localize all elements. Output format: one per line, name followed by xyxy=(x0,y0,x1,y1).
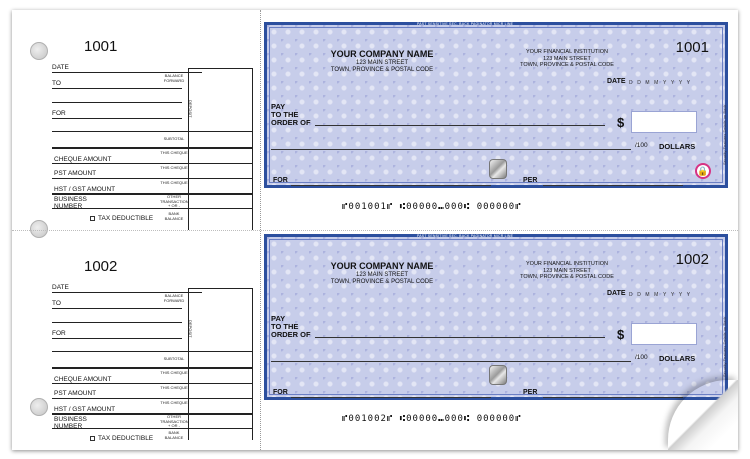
fi-street: 123 MAIN STREET xyxy=(543,55,591,62)
business-number-label: BUSINESS NUMBER xyxy=(54,416,87,430)
micr-line: ⑈001001⑈ ⑆00000⑉000⑆ 000000⑈ xyxy=(342,202,522,212)
hundred-label: /100 xyxy=(635,354,648,361)
stub-for-label: FOR xyxy=(52,110,66,117)
date-field[interactable]: DDMMYYYY xyxy=(629,292,695,298)
company-city: TOWN, PROVINCE & POSTAL CODE xyxy=(330,279,434,285)
hst-amount-label: HST / GST AMOUNT xyxy=(54,406,116,413)
stub-number: 1002 xyxy=(84,258,118,275)
other-transaction-label: OTHER TRANSACTION + OR - xyxy=(160,194,189,208)
security-side-text: Security Features Details on Back xyxy=(722,104,727,165)
cheque-1 xyxy=(264,22,728,188)
cheque-date-label: DATE xyxy=(607,78,626,85)
fi-city: TOWN, PROVINCE & POSTAL CODE xyxy=(520,274,614,280)
micro-print: PAST SENSITIVE SEC. BACK PAGINATOR MICR LINE xyxy=(417,234,514,238)
this-cheque-label: THIS CHEQUE xyxy=(160,385,188,390)
hologram-icon xyxy=(489,159,507,179)
other-transaction-label: OTHER TRANSACTION + OR - xyxy=(160,414,189,428)
balance-forward-label: BALANCE FORWARD xyxy=(163,73,185,83)
tax-deductible-checkbox[interactable] xyxy=(90,216,95,221)
amount-field[interactable] xyxy=(631,111,697,133)
dollar-sign: $ xyxy=(617,327,625,342)
this-cheque-label: THIS CHEQUE xyxy=(160,165,188,170)
order-of-label: ORDER OF xyxy=(271,118,311,127)
cheque-number: 1001 xyxy=(675,39,709,56)
hologram-icon xyxy=(489,365,507,385)
stub-date-label: DATE xyxy=(52,64,69,71)
this-cheque-label: THIS CHEQUE xyxy=(160,150,188,155)
this-cheque-label: THIS CHEQUE xyxy=(160,180,188,185)
date-field[interactable]: DDMMYYYY xyxy=(629,80,695,86)
cheque-2 xyxy=(264,234,728,400)
cheque-stub-1 xyxy=(12,10,260,220)
stub-to-label: TO xyxy=(52,80,61,87)
company-name: YOUR COMPANY NAME xyxy=(330,49,434,59)
tax-deductible[interactable]: TAX DEDUCTIBLE xyxy=(90,215,153,222)
per-label: PER xyxy=(523,389,538,396)
deposit-label: DEPOSIT xyxy=(188,100,193,118)
company-city: TOWN, PROVINCE & POSTAL CODE xyxy=(330,67,434,73)
dollar-sign: $ xyxy=(617,115,625,130)
bank-balance-label: BANK BALANCE xyxy=(164,430,184,440)
dollars-label: DOLLARS xyxy=(659,142,696,151)
fi-name: YOUR FINANCIAL INSTITUTION xyxy=(526,261,608,267)
stub-to-label: TO xyxy=(52,300,61,307)
company-street: 123 MAIN STREET xyxy=(355,60,408,66)
tax-deductible-checkbox[interactable] xyxy=(90,436,95,441)
fi-street: 123 MAIN STREET xyxy=(543,267,591,274)
pst-amount-label: PST AMOUNT xyxy=(54,390,97,397)
to-the-label: TO THE xyxy=(271,322,299,331)
lock-icon: 🔒 xyxy=(695,163,711,179)
deposit-label: DEPOSIT xyxy=(188,320,193,338)
per-label: PER xyxy=(523,177,538,184)
for-label: FOR xyxy=(273,389,288,396)
dollars-label: DOLLARS xyxy=(659,354,696,363)
order-of-label: ORDER OF xyxy=(271,330,311,339)
cheque-number: 1002 xyxy=(675,251,709,268)
company-street: 123 MAIN STREET xyxy=(355,272,408,278)
pay-label: PAY xyxy=(271,314,286,323)
balance-forward-label: BALANCE FORWARD xyxy=(163,293,185,303)
this-cheque-label: THIS CHEQUE xyxy=(160,370,188,375)
security-side-text: Security Features Details on Back xyxy=(722,316,727,377)
cheque-stub-2 xyxy=(12,230,260,440)
business-number-label: BUSINESS NUMBER xyxy=(54,196,87,210)
bank-balance-label: BANK BALANCE xyxy=(164,211,184,221)
cheque-amount-label: CHEQUE AMOUNT xyxy=(54,156,112,163)
for-label: FOR xyxy=(273,177,288,184)
company-name: YOUR COMPANY NAME xyxy=(330,261,434,271)
stub-date-label: DATE xyxy=(52,284,69,291)
fi-city: TOWN, PROVINCE & POSTAL CODE xyxy=(520,62,614,68)
pay-label: PAY xyxy=(271,102,286,111)
micro-print: PAST SENSITIVE SEC. BACK PAGINATOR MICR LINE xyxy=(417,22,514,26)
to-the-label: TO THE xyxy=(271,110,299,119)
fi-name: YOUR FINANCIAL INSTITUTION xyxy=(526,49,608,55)
subtotal-label: SUBTOTAL xyxy=(163,136,185,141)
tax-deductible[interactable]: TAX DEDUCTIBLE xyxy=(90,435,153,442)
pst-amount-label: PST AMOUNT xyxy=(54,170,97,177)
hundred-label: /100 xyxy=(635,142,648,149)
cheque-date-label: DATE xyxy=(607,290,626,297)
cheque-sheet xyxy=(12,10,738,450)
amount-field[interactable] xyxy=(631,323,697,345)
this-cheque-label: THIS CHEQUE xyxy=(160,400,188,405)
subtotal-label: SUBTOTAL xyxy=(163,356,185,361)
stub-number: 1001 xyxy=(84,38,118,55)
cheque-amount-label: CHEQUE AMOUNT xyxy=(54,376,112,383)
stub-for-label: FOR xyxy=(52,330,66,337)
micr-line: ⑈001002⑈ ⑆00000⑉000⑆ 000000⑈ xyxy=(342,414,522,424)
hst-amount-label: HST / GST AMOUNT xyxy=(54,186,116,193)
